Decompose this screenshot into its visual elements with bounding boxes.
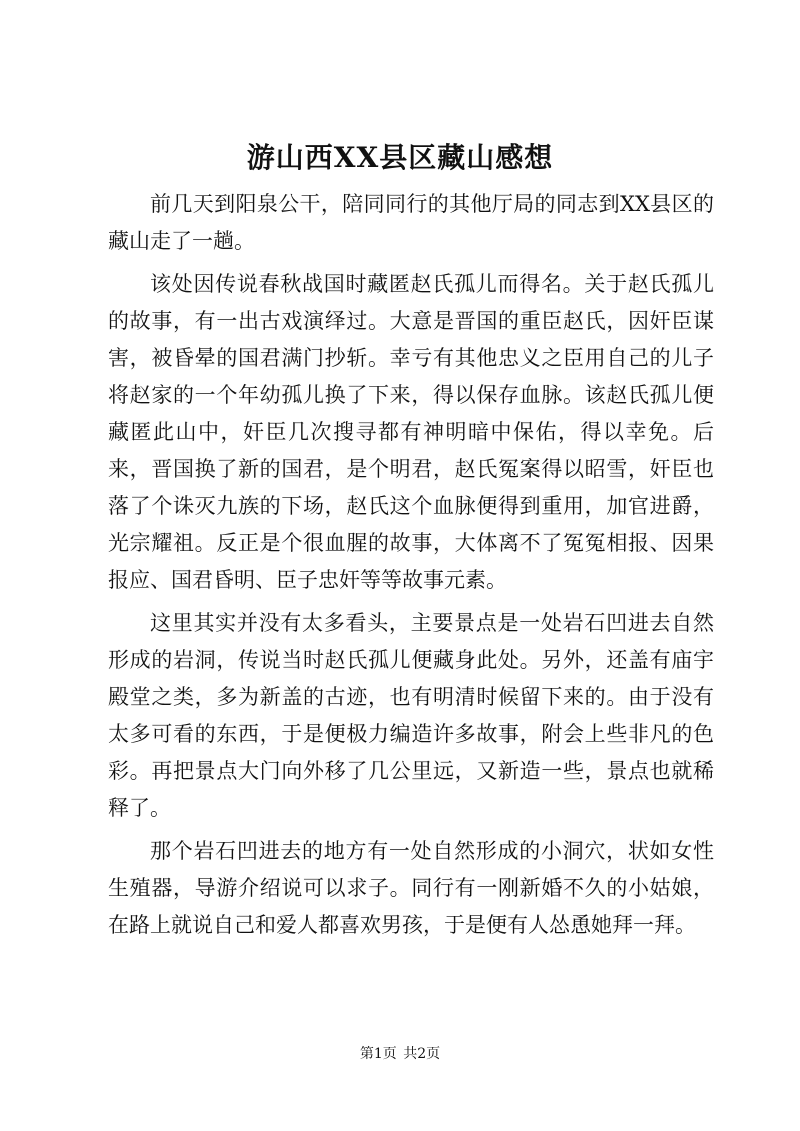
- page-footer: [0, 1043, 800, 1063]
- page-total: 共2页: [403, 1046, 441, 1062]
- document-title: 游山西XX县区藏山感想: [246, 141, 554, 174]
- document-body: [108, 186, 714, 950]
- page-number: 第1页: [359, 1046, 397, 1062]
- paragraph-2: 该处因传说春秋战国时藏匿赵氏孤儿而得名。关于赵氏孤儿的故事，有一出古戏演绎过。大意是晋国的重臣赵氏，因奸臣谋害，被昏晕的国君满门抄斩。幸亏有其他忠义之臣用自己的儿子将赵家的一个年幼孤儿换了下来，得以保存血脉。该赵氏孤儿便藏匿此山中，奸臣几次搜寻都有神明暗中保佑，得以幸免。后来，晋国换了新的国君，是个明君，赵氏冤案得以昭雪，奸臣也落了个诛灭九族的下场，赵氏这个血脉便得到重用，加官进爵，光宗耀祖。反正是个很血腥的故事，大体离不了冤冤相报、因果报应、国君昏明、臣子忠奸等等故事元素。: [108, 272, 714, 592]
- paragraph-3: 这里其实并没有太多看头，主要景点是一处岩石凹进去自然形成的岩洞，传说当时赵氏孤儿便藏身此处。另外，还盖有庙宇殿堂之类，多为新盖的古迹，也有明清时候留下来的。由于没有太多可看的东西，于是便极力编造许多故事，附会上些非凡的色彩。再把景点大门向外移了几公里远，又新造一些，景点也就稀释了。: [108, 611, 714, 820]
- paragraph-1: 前几天到阳泉公干，陪同同行的其他厅局的同志到XX县区的藏山走了一趟。: [108, 192, 714, 253]
- paragraph-4: 那个岩石凹进去的地方有一处自然形成的小洞穴，状如女性生殖器，导游介绍说可以求子。同行有一刚新婚不久的小姑娘，在路上就说自己和爱人都喜欢男孩，于是便有人怂恿她拜一拜。: [108, 839, 714, 937]
